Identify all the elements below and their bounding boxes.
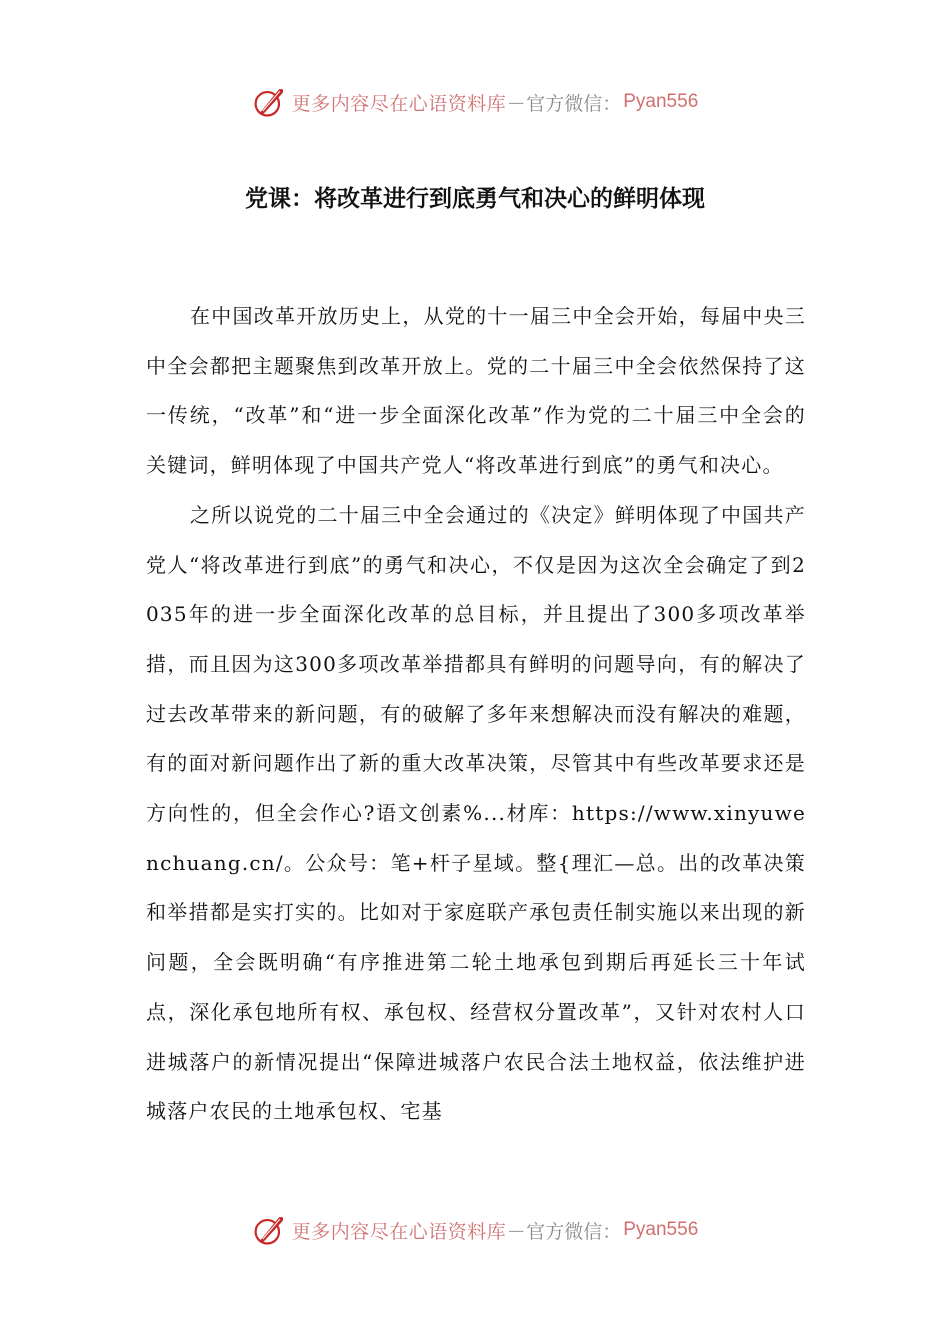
header-banner — [0, 82, 950, 122]
banner-wechat-id: Pyan556 — [623, 91, 699, 112]
quill-pen-circle-icon — [252, 84, 288, 120]
footer-banner — [0, 1210, 950, 1250]
paragraph-1: 在中国改革开放历史上，从党的十一届三中全会开始，每届中央三中全会都把主题聚焦到改革开放上。党的二十届三中全会依然保持了这一传统，“改革”和“进一步全面深化改革”作为党的二十届三中全会的关键词，鲜明体现了中国共产党人“将改革进行到底”的勇气和决心。 — [146, 304, 806, 478]
banner-promo-text: 更多内容尽在心语资料库 — [291, 1220, 507, 1243]
paragraph-2: 之所以说党的二十届三中全会通过的《决定》鲜明体现了中国共产党人“将改革进行到底”的勇气和决心，不仅是因为这次全会确定了到2035年的进一步全面深化改革的总目标，并且提出了300多项改革举措，而且因为这300多项改革举措都具有鲜明的问题导向，有的解决了过去改革带来的新问题，有的破解了多年来想解决而没有解决的难题，有的面对新问题作出了新的重大改革决策，尽管其中有些改革要求还是方向性的，但全会作心?语文创素%...材库：https://www.xinyuwenchuang.cn/。公众号：笔+杆子星域。整{理汇—总。出的改革决策和举措都是实打实的。比如对于家庭联产承包责任制实施以来出现的新问题，全会既明确“有序推进第二轮土地承包到期后再延长三十年试点，深化承包地所有权、承包权、经营权分置改革”，又针对农村人口进城落户的新情况提出“保障进城落户农民合法土地权益，依法维护进城落户农民的土地承包权、宅基 — [146, 502, 806, 1124]
banner-separator: — — [508, 92, 525, 112]
quill-pen-circle-icon — [252, 1212, 288, 1248]
banner-wechat-label: 官方微信： — [526, 92, 622, 115]
banner-wechat-id: Pyan556 — [623, 1219, 699, 1240]
document-body — [146, 292, 806, 1137]
banner-promo-text: 更多内容尽在心语资料库 — [291, 92, 507, 115]
document-title: 党课：将改革进行到底勇气和决心的鲜明体现 — [245, 186, 705, 212]
banner-separator: — — [508, 1220, 525, 1240]
banner-wechat-label: 官方微信： — [526, 1220, 622, 1243]
